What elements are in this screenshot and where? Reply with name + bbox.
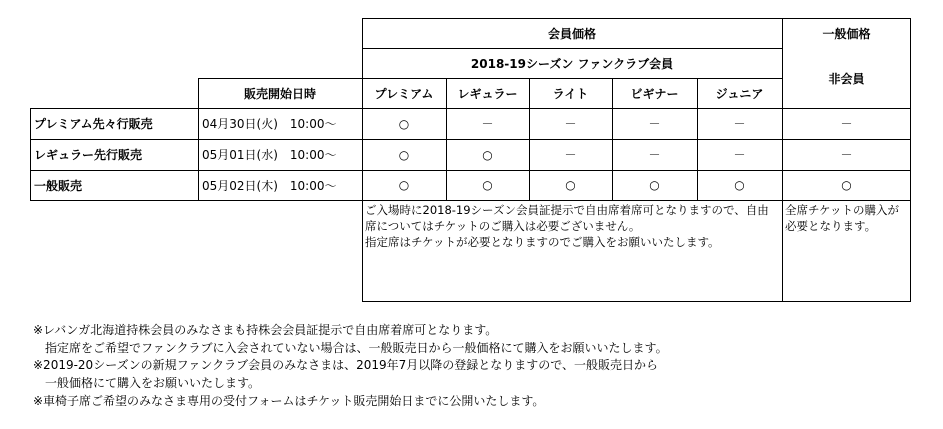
mark-cell: ○ <box>841 178 852 192</box>
grid-line <box>362 301 911 302</box>
mark-cell: － <box>733 117 746 131</box>
mark-cell: － <box>564 117 577 131</box>
sale-start-header: 販売開始日時 <box>243 86 316 101</box>
row-label-regular-presale: レギュラー先行販売 <box>34 148 143 162</box>
mark-cell: ○ <box>565 178 576 192</box>
mark-cell: － <box>840 117 853 131</box>
mark-cell: ○ <box>482 147 493 162</box>
mark-cell: ○ <box>482 178 493 192</box>
mark-cell: － <box>564 148 577 162</box>
mark-cell: ○ <box>734 178 745 192</box>
mark-cell: － <box>840 148 853 162</box>
mark-cell: ○ <box>398 147 410 162</box>
footnote: ※車椅子席ご希望のみなさま専用の受付フォームはチケット販売開始日までに公開いたします。 <box>33 394 545 408</box>
tier-header-light: ライト <box>552 86 589 101</box>
row-label-premium-presale: プレミアム先々行販売 <box>34 117 153 131</box>
mark-cell: ○ <box>398 178 410 192</box>
general-note: 全席チケットの購入が必要となります。 <box>785 203 899 233</box>
row-date: 05月01日(水) 10:00～ <box>202 148 337 162</box>
fanclub-header: 2018-19シーズン ファンクラブ会員 <box>470 56 674 71</box>
mark-cell: － <box>648 148 661 162</box>
tier-header-junior: ジュニア <box>715 86 764 101</box>
member-note: ご入場時に2018-19シーズン会員証提示で自由席着席可となりますので、自由席についてはチケットのご購入は必要ございません。 指定席はチケットが必要となりますのでご購入をお願いいたします。 <box>365 203 769 249</box>
footnote: ※レバンガ北海道持株会員のみなさまも持株会会員証提示で自由席着席可となります。 <box>33 323 498 337</box>
grid-line <box>30 200 911 201</box>
tier-header-premium: プレミアム <box>374 86 434 101</box>
footnote: 指定席をご希望でファンクラブに入会されていない場合は、一般販売日から一般価格にて購入をお願いいたします。 <box>33 341 668 355</box>
mark-cell: － <box>481 117 494 131</box>
row-label-general-sale: 一般販売 <box>34 178 83 193</box>
non-member-header: 非会員 <box>828 71 865 86</box>
footnote: 一般価格にて購入をお願いいたします。 <box>33 376 261 390</box>
mark-cell: ○ <box>649 178 660 192</box>
member-price-header: 会員価格 <box>547 26 596 41</box>
row-date: 05月02日(木) 10:00～ <box>202 178 337 193</box>
mark-cell: ○ <box>398 116 410 131</box>
mark-cell: － <box>648 117 661 131</box>
tier-header-regular: レギュラー <box>457 86 518 101</box>
general-price-header: 一般価格 <box>822 26 871 41</box>
row-date: 04月30日(火) 10:00～ <box>202 117 337 131</box>
mark-cell: － <box>733 148 746 162</box>
tier-header-beginner: ビギナー <box>630 86 679 101</box>
footnote: ※2019-20シーズンの新規ファンクラブ会員のみなさまは、2019年7月以降の登録となりますので、一般販売日から <box>33 358 659 372</box>
